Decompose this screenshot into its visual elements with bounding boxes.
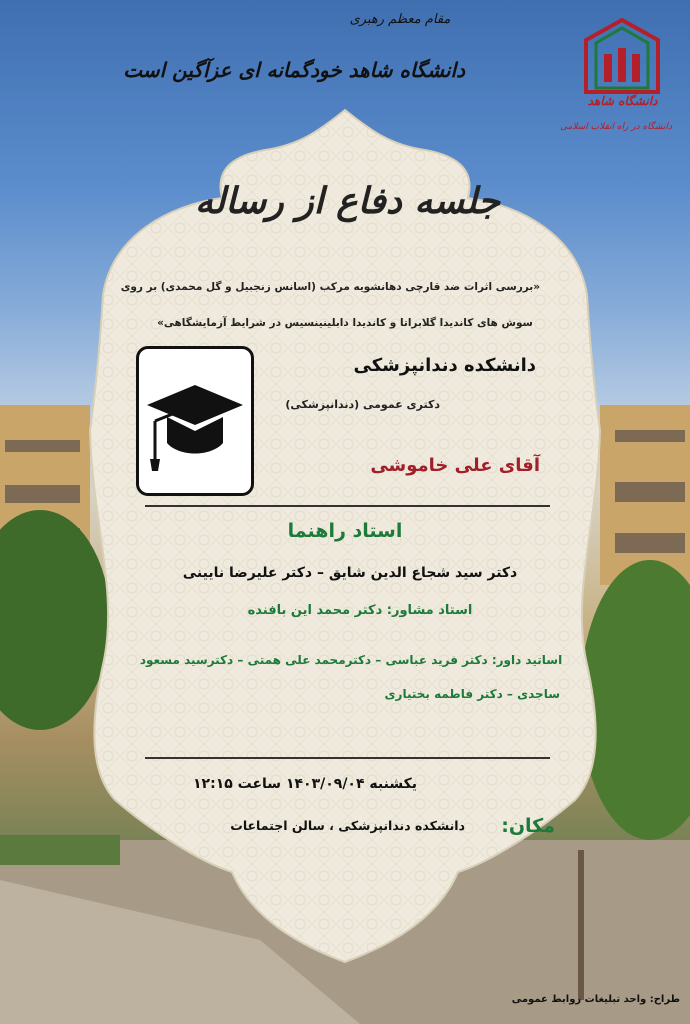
header-line-1: مقام معظم رهبری: [349, 12, 451, 27]
faculty-name: دانشکده دندانپزشکی: [353, 355, 536, 376]
supervisor-names: دکتر سید شجاع الدین شایق – دکتر علیرضا نایینی: [182, 565, 518, 581]
place-label: مکان:: [501, 815, 555, 837]
header-line-2: دانشگاه شاهد خودگمانه ای عزآگین است: [123, 58, 465, 82]
logo-subtitle: دانشگاه در راه انقلاب اسلامی: [560, 122, 672, 132]
place-value: دانشکده دندانپزشکی ، سالن اجتماعات: [230, 818, 465, 833]
university-logo: [582, 18, 662, 94]
logo-title: دانشگاه شاهد: [587, 94, 658, 108]
graduation-cap-box: [136, 346, 254, 496]
advisor-line: استاد مشاور: دکتر محمد این بافنده: [247, 603, 473, 618]
page-title: جلسه دفاع از رساله: [194, 180, 500, 222]
divider-bottom: [145, 757, 550, 759]
thesis-title-line-2: سوش های کاندیدا گلابراتا و کاندیدا دابلینینسیس در شرایط آزمایشگاهی»: [157, 317, 533, 329]
supervisor-label: استاد راهنما: [287, 520, 403, 542]
referees-line-1: اساتید داور: دکتر فرید عباسی – دکترمحمد علی همتی – دکترسید مسعود: [139, 653, 563, 667]
student-name: آقای علی خاموشی: [370, 455, 540, 476]
graduation-cap-icon: [139, 349, 251, 493]
designer-credit: طراح: واحد تبلیغات روابط عمومی: [511, 994, 680, 1005]
thesis-title-line-1: «بررسی اثرات ضد قارچی دهانشویه مرکب (اسانس زنجبیل و گل محمدی) بر روی: [120, 281, 540, 293]
event-datetime: یکشنبه ۱۴۰۳/۰۹/۰۴ ساعت ۱۲:۱۵: [193, 776, 417, 792]
degree-label: دکتری عمومی (دندانپزشکی): [285, 398, 440, 411]
divider-top: [145, 505, 550, 507]
referees-line-2: ساجدی – دکتر فاطمه بختیاری: [384, 687, 560, 701]
